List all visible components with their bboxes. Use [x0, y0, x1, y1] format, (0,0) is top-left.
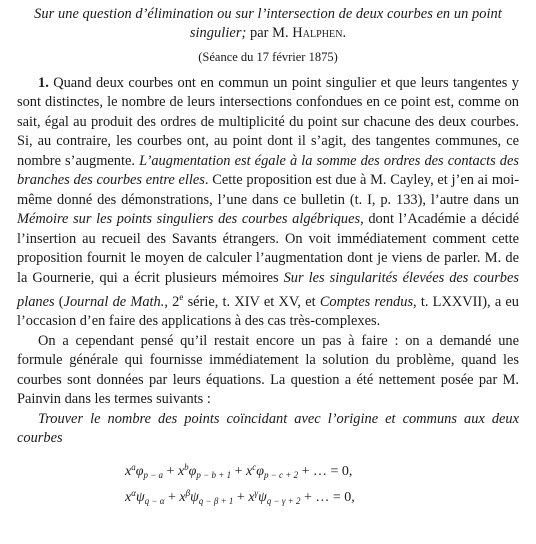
eq2-plus-2: +	[233, 490, 249, 506]
p1-i-sup: e	[179, 291, 184, 302]
p1-j: série, t. XIV et XV, et	[183, 293, 320, 310]
eq2-term2-index: q − β + 1	[198, 496, 234, 507]
p1-a: Quand deux courbes ont en commun un point singulier et que leurs tangentes y sont distinctes, le nombre de leurs intersections confondues en ce point est, comme on sait, égal au produit des ordres de multiplicité du point sur chacune des deux courbes. Si, au contraire, les courbes ont, au point dont il s’agit, des tangentes communes, ce nombre s’augmente.	[17, 75, 519, 169]
p1-singularites-title: Sur les singularités élevées des courbes planes	[17, 269, 519, 310]
eq1-term3-base: x	[245, 464, 253, 480]
eq1-term1-exp: a	[131, 462, 136, 473]
eq1-term3-fn: φ	[256, 464, 264, 480]
eq1-term2-exp: b	[184, 462, 189, 473]
paragraph-3: Trouver le nombre des points coïncidant avec l’origine et communs aux deux courbes	[17, 410, 519, 446]
eq2-term1-fn: ψ	[135, 490, 145, 506]
eq2-term1-base: x	[125, 490, 132, 506]
p1-memoire-title: Mémoire sur les points singuliers des courbes algébriques	[17, 211, 361, 228]
eq2-term3-fn: ψ	[258, 490, 267, 506]
p1-g: (	[54, 293, 64, 310]
title-text: Sur une question d’élimination ou sur l’intersection de deux courbes en un point singulier;	[34, 6, 502, 41]
eq1-term1-fn: φ	[135, 464, 144, 480]
equation-block	[17, 458, 519, 510]
section-number: 1.	[38, 75, 49, 91]
eq1-plus-1: +	[163, 464, 178, 480]
eq1-term1-index: p − a	[143, 470, 164, 481]
p1-theorem: L’augmentation est égale à la somme des ordres des contacts des branches des courbes entre elles	[17, 152, 519, 189]
eq1-term3-exp: c	[252, 462, 257, 473]
paragraph-2: On a cependant pensé qu’il restait encore un pas à faire : on a demandé une formule générale qui fournisse immédiatement la solution du problème, quand les courbes sont données par leurs équations. La question a été nettement posée par M. Painvin dans les termes suivants :	[17, 332, 519, 408]
eq2-plus-1: +	[164, 490, 180, 506]
eq1-tail: + … = 0,	[298, 464, 353, 480]
eq2-term2-base: x	[179, 490, 186, 506]
eq1-plus-2: +	[231, 464, 246, 480]
session-date: (Séance du 17 février 1875)	[198, 50, 338, 64]
eq2-tail: + … = 0,	[300, 490, 355, 506]
eq1-term1-base: x	[125, 464, 132, 480]
eq1-term2-base: x	[177, 464, 185, 480]
author-name: Halphen	[292, 25, 343, 41]
eq2-term2-exp: β	[185, 488, 191, 499]
eq1-term3-index: p − c + 2	[263, 470, 299, 481]
p1-journal: Journal de Math.	[63, 293, 165, 310]
p1-e: , dont l’Académie a décidé l’insertion au recueil des Savants étrangers. On voit immédiatement comment cette proposition fournit le moyen de calculer l’augmentation dont je viens de parler. M. de la Gournerie, qui a écrit plusieurs mémoires	[17, 211, 519, 286]
eq1-term2-fn: φ	[188, 464, 197, 480]
p1-l: , t. LXXVII), a eu l’occasion d’en faire des applications à des cas très-complexes.	[17, 293, 519, 330]
article-title	[17, 5, 519, 43]
eq2-term3-base: x	[248, 490, 255, 506]
eq2-term1-index: q − α	[144, 496, 165, 507]
eq2-term3-exp: γ	[254, 488, 259, 499]
equation-line-2	[125, 484, 519, 510]
p1-c: . Cette proposition est due à M. Cayley, et j’en ai moi-même donné des démonstrations, l’une dans ce bulletin (t. I, p. 133), l’autre dans un	[17, 172, 519, 208]
p1-i: , 2	[164, 293, 180, 310]
title-by: par M.	[246, 25, 293, 41]
equation-line-1	[125, 458, 519, 484]
eq2-term1-exp: α	[131, 488, 136, 499]
paragraph-1	[17, 74, 519, 332]
p1-comptes-rendus: Comptes rendus	[319, 293, 414, 310]
eq2-term3-index: q − γ + 2	[266, 496, 301, 507]
eq1-term2-index: p − b + 1	[196, 470, 232, 481]
eq2-term2-fn: ψ	[190, 490, 199, 506]
author-end: .	[342, 25, 347, 41]
